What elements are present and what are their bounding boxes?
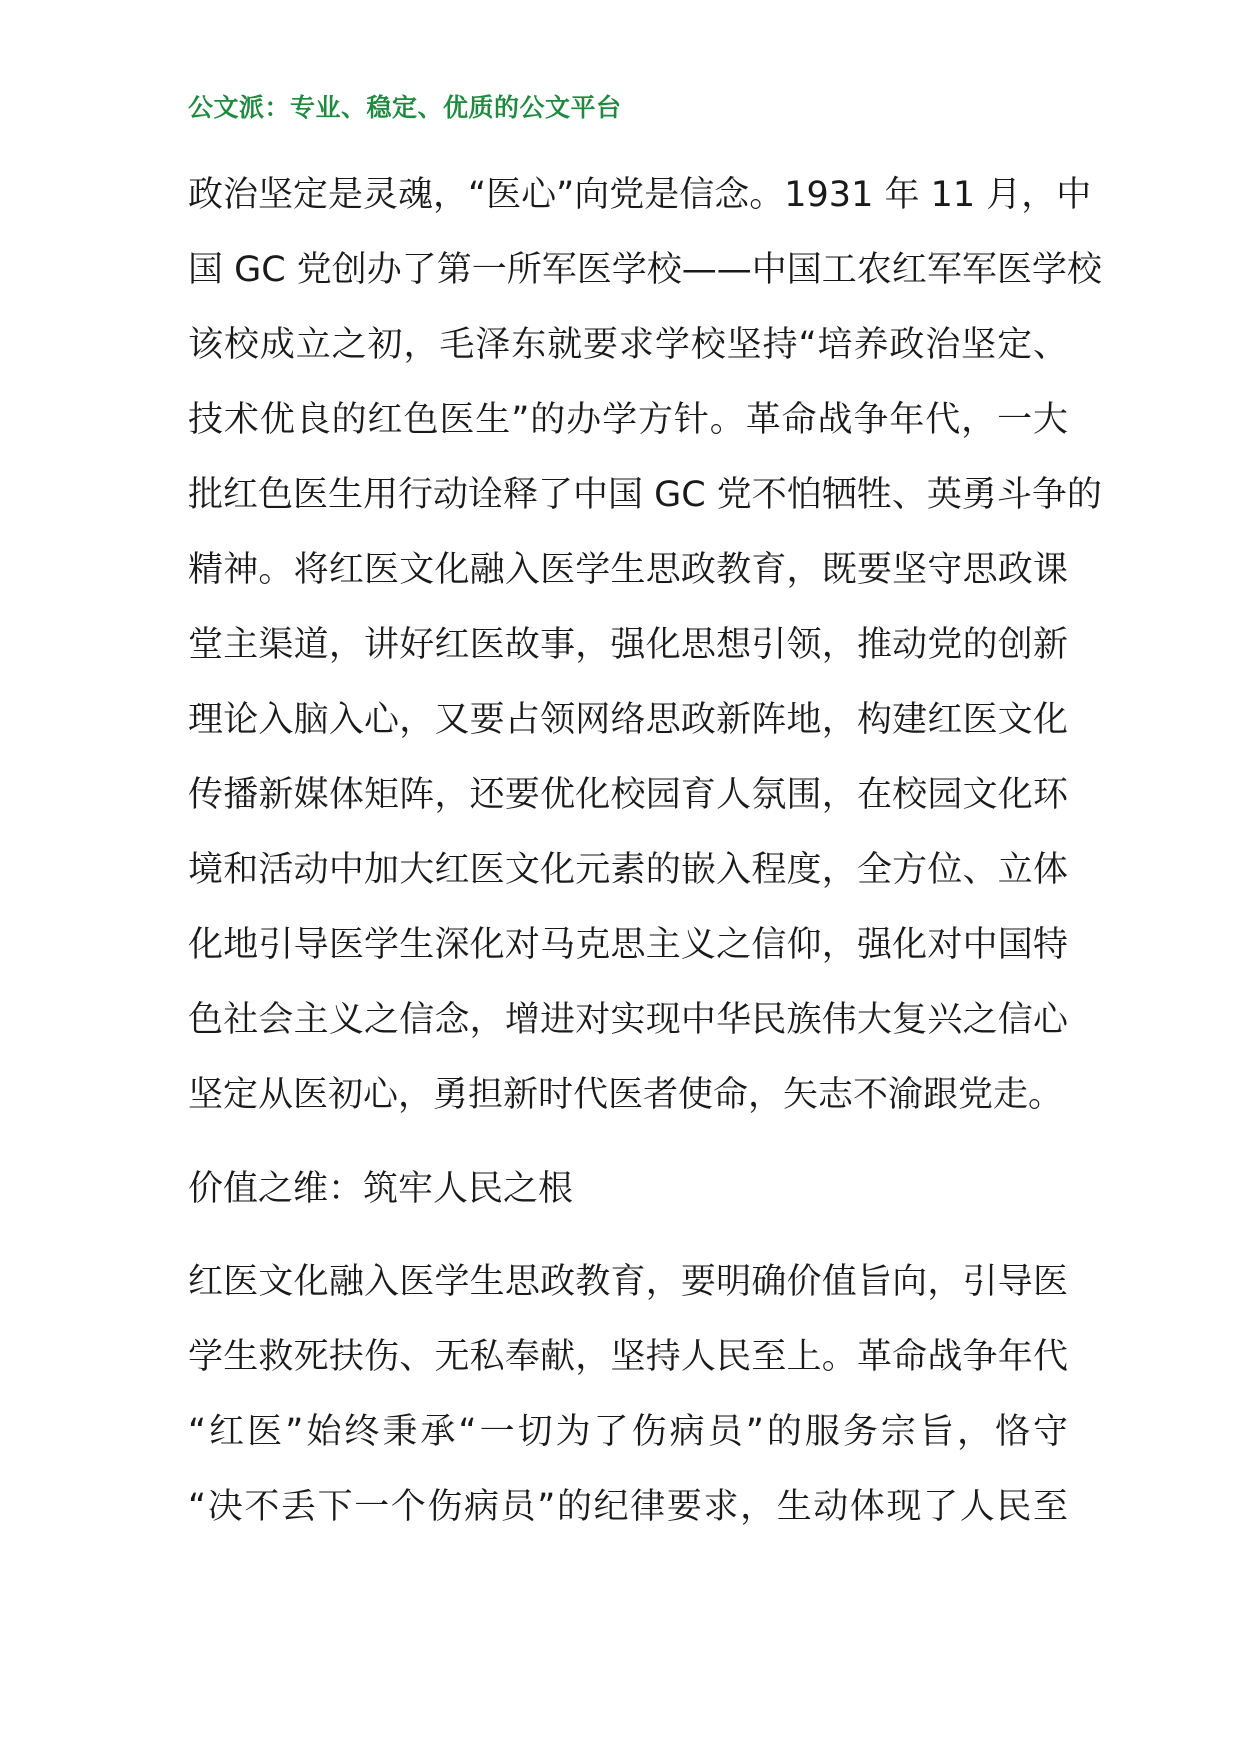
paragraph-line: 国 GC 党创办了第一所军医学校——中国工农红军军医学校 bbox=[188, 250, 1102, 290]
paragraph-line: 理论入脑入心，又要占领网络思政新阵地，构建红医文化 bbox=[188, 700, 1068, 740]
paragraph-line: 色社会主义之信念，增进对实现中华民族伟大复兴之信心 bbox=[188, 1000, 1068, 1040]
body-paragraph-2 bbox=[188, 1245, 1068, 1545]
paragraph-line: 政治坚定是灵魂，“医心”向党是信念。1931 年 11 月，中 bbox=[188, 175, 1092, 215]
paragraph-line: 精神。将红医文化融入医学生思政教育，既要坚守思政课 bbox=[188, 550, 1068, 590]
paragraph-line: 坚定从医初心，勇担新时代医者使命，矢志不渝跟党走。 bbox=[188, 1075, 1064, 1115]
site-slogan-header: 公文派：专业、稳定、优质的公文平台 bbox=[188, 93, 622, 122]
paragraph-line: 境和活动中加大红医文化元素的嵌入程度，全方位、立体 bbox=[188, 850, 1068, 890]
paragraph-line: 堂主渠道，讲好红医故事，强化思想引领，推动党的创新 bbox=[188, 625, 1068, 665]
paragraph-line: 化地引导医学生深化对马克思主义之信仰，强化对中国特 bbox=[188, 925, 1068, 965]
paragraph-line: 传播新媒体矩阵，还要优化校园育人氛围，在校园文化环 bbox=[188, 775, 1068, 815]
paragraph-line: 红医文化融入医学生思政教育，要明确价值旨向，引导医 bbox=[188, 1262, 1068, 1302]
paragraph-line: “红医”始终秉承“一切为了伤病员”的服务宗旨，恪守 bbox=[188, 1412, 1068, 1452]
paragraph-line: 该校成立之初，毛泽东就要求学校坚持“培养政治坚定、 bbox=[188, 325, 1068, 365]
paragraph-line: 学生救死扶伤、无私奉献，坚持人民至上。革命战争年代 bbox=[188, 1337, 1068, 1377]
body-paragraph-1 bbox=[188, 158, 1102, 1133]
paragraph-line: 批红色医生用行动诠释了中国 GC 党不怕牺牲、英勇斗争的 bbox=[188, 475, 1102, 515]
paragraph-line: “决不丢下一个伤病员”的纪律要求，生动体现了人民至 bbox=[188, 1487, 1068, 1527]
paragraph-line: 技术优良的红色医生”的办学方针。革命战争年代，一大 bbox=[188, 400, 1068, 440]
section-heading: 价值之维：筑牢人民之根 bbox=[188, 1169, 574, 1209]
